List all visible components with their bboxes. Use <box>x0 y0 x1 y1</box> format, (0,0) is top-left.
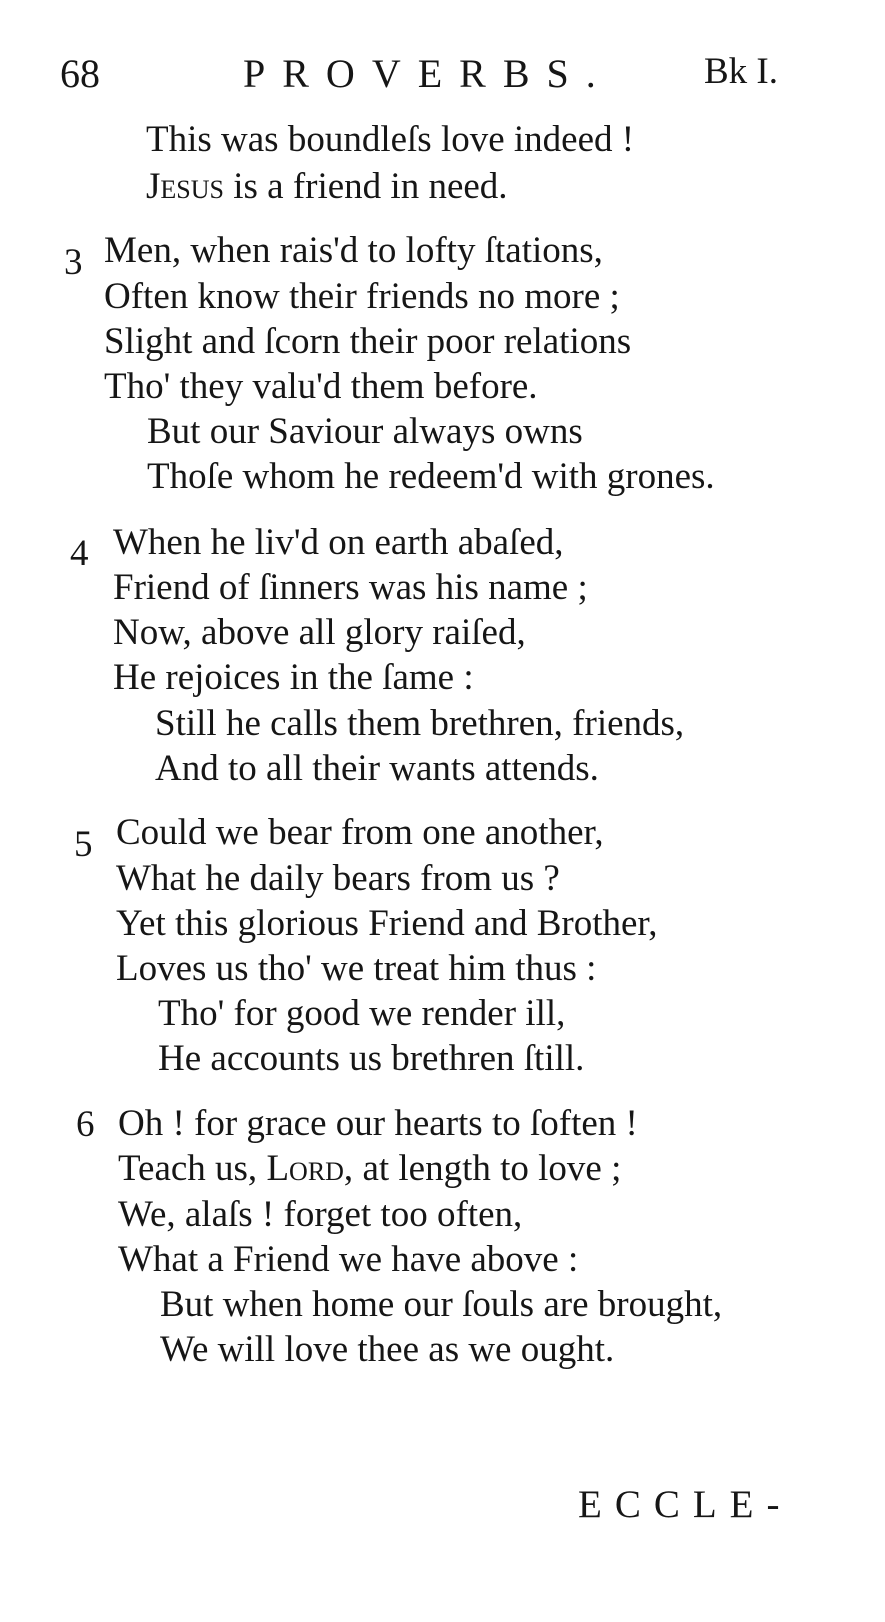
verse-6-line-5: But when home our ſouls are brought, <box>160 1284 723 1325</box>
verse-6-line-4: What a Friend we have above : <box>118 1239 579 1280</box>
verse-3-line-5: But our Saviour always owns <box>147 411 583 452</box>
jesus-word: Jesus <box>146 166 224 207</box>
opening-line-2: Jesus is a friend in need. <box>146 166 508 207</box>
verse-3-number: 3 <box>64 242 83 283</box>
verse-6-number: 6 <box>76 1104 95 1145</box>
verse-3-line-2: Often know their friends no more ; <box>104 276 620 317</box>
verse-4-line-6: And to all their wants attends. <box>155 748 599 789</box>
verse-3-line-3: Slight and ſcorn their poor relations <box>104 321 632 362</box>
book-reference: Bk I. <box>704 51 778 92</box>
verse-5-line-1: Could we bear from one another, <box>116 812 604 853</box>
verse-5-line-2: What he daily bears from us ? <box>116 858 560 899</box>
verse-4-number: 4 <box>70 533 89 574</box>
verse-5-line-6: He accounts us brethren ſtill. <box>158 1038 585 1079</box>
lord-word: Lord, <box>266 1148 354 1189</box>
verse-3-line-6: Thoſe whom he redeem'd with grones. <box>147 456 715 497</box>
verse-4-line-5: Still he calls them brethren, friends, <box>155 703 685 744</box>
verse-5-line-4: Loves us tho' we treat him thus : <box>116 948 597 989</box>
verse-4-line-4: He rejoices in the ſame : <box>113 657 474 698</box>
verse-3-line-1: Men, when rais'd to lofty ſtations, <box>104 230 603 271</box>
verse-6-line-2: Teach us, Lord, at length to love ; <box>118 1148 622 1189</box>
opening-line-1: This was boundleſs love indeed ! <box>146 119 635 160</box>
verse-4-line-3: Now, above all glory raiſed, <box>113 612 526 653</box>
running-title: PROVERBS. <box>243 51 613 96</box>
verse-6-line-3: We, alaſs ! forget too often, <box>118 1194 523 1235</box>
verse-4-line-1: When he liv'd on earth abaſed, <box>113 522 564 563</box>
verse-5-line-5: Tho' for good we render ill, <box>158 993 566 1034</box>
verse-6-line-1: Oh ! for grace our hearts to ſoften ! <box>118 1103 638 1144</box>
verse-5-line-3: Yet this glorious Friend and Brother, <box>116 903 658 944</box>
catchword: ECCLE- <box>578 1483 793 1526</box>
verse-3-line-4: Tho' they valu'd them before. <box>104 366 538 407</box>
verse-4-line-2: Friend of ſinners was his name ; <box>113 567 588 608</box>
page-number: 68 <box>60 51 100 96</box>
verse-6-line-6: We will love thee as we ought. <box>160 1329 615 1370</box>
verse-5-number: 5 <box>74 824 93 865</box>
